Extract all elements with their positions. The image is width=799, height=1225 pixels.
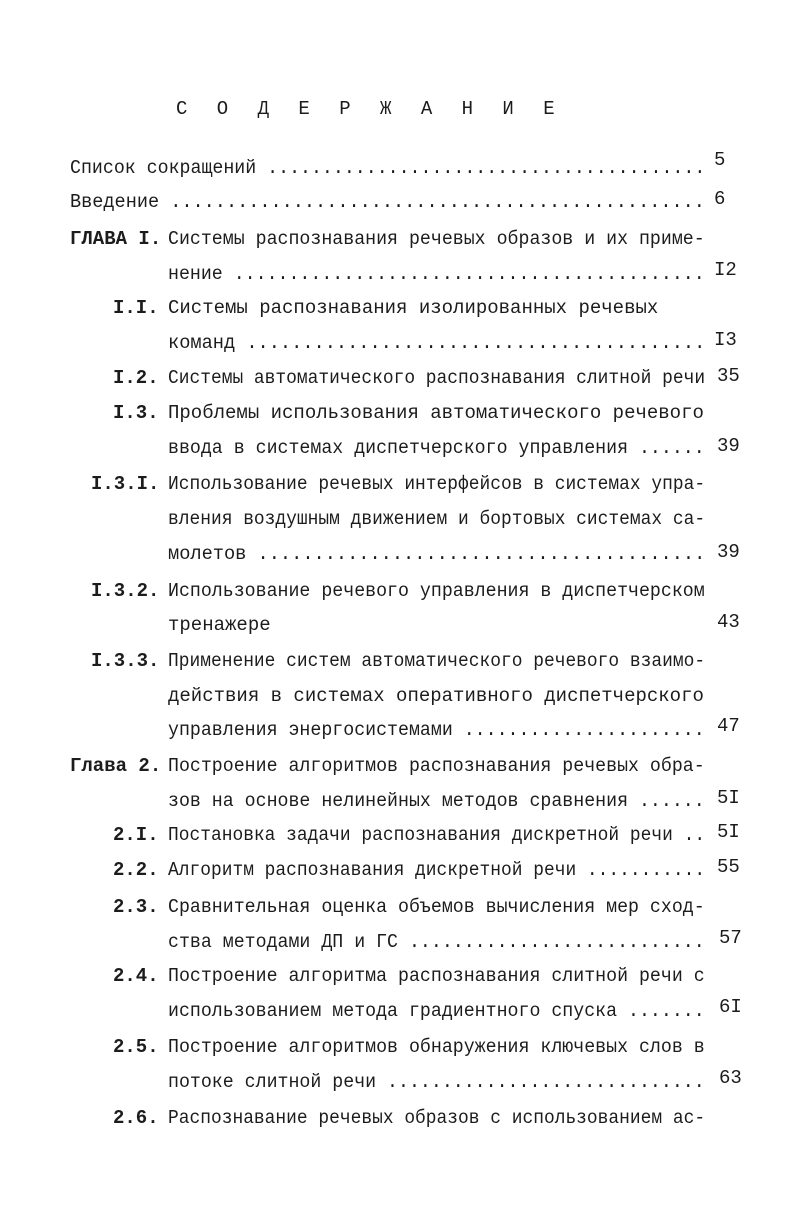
toc-page-number: 43: [717, 611, 740, 633]
toc-entry-number: I.I.: [113, 297, 159, 319]
toc-entry-text: Использование речевого управления в диспетчерском: [168, 580, 705, 602]
toc-entry-number: 2.3.: [113, 896, 159, 918]
toc-entry-number: 2.2.: [113, 859, 159, 881]
page-title: С О Д Е Р Ж А Н И Е: [176, 98, 564, 120]
toc-entry-text: команд .........................................: [168, 332, 706, 354]
toc-entry-text: действия в системах оперативного диспетчерского: [168, 685, 704, 707]
toc-entry-number: I.3.: [113, 402, 159, 424]
toc-entry-text: тренажере: [168, 614, 271, 636]
toc-entry-number: Глава 2.: [70, 755, 162, 777]
toc-entry-text: Системы автоматического распознавания слитной речи: [168, 367, 706, 389]
toc-entry-text: ства методами ДП и ГС ...........................: [168, 931, 705, 953]
toc-entry-text: Использование речевых интерфейсов в системах упра-: [168, 473, 706, 495]
toc-page-number: I3: [714, 329, 737, 351]
toc-entry-text: управления энергосистемами ......................: [168, 719, 705, 741]
toc-page-number: 5: [714, 149, 726, 171]
toc-entry-text: Распознавание речевых образов с использованием ас-: [168, 1107, 706, 1129]
toc-page-number: 6I: [719, 996, 742, 1018]
toc-page-number: 63: [719, 1067, 742, 1089]
toc-entry-text: Системы распознавания речевых образов и их приме-: [168, 228, 705, 250]
toc-page-number: 39: [717, 541, 740, 563]
toc-entry-number: 2.4.: [113, 965, 159, 987]
toc-page-number: 35: [717, 365, 740, 387]
toc-entry-text: Проблемы использования автоматического речевого: [168, 402, 704, 424]
toc-entry-text: Введение ................................................: [70, 191, 705, 213]
toc-entry-number: 2.I.: [113, 824, 159, 846]
toc-entry-text: Применение систем автоматического речевого взаимо-: [168, 650, 706, 672]
toc-entry-text: Построение алгоритмов обнаружения ключевых слов в: [168, 1036, 705, 1058]
toc-entry-number: I.3.I.: [91, 473, 160, 495]
toc-entry-number: ГЛАВА I.: [70, 228, 162, 250]
toc-entry-text: молетов ........................................: [168, 543, 706, 565]
toc-page-number: 39: [717, 435, 740, 457]
toc-page-number: I2: [714, 259, 737, 281]
toc-entry-number: I.2.: [113, 367, 159, 389]
toc-page-number: 57: [719, 927, 742, 949]
toc-entry-text: Сравнительная оценка объемов вычисления мер сход-: [168, 896, 705, 918]
toc-entry-text: использованием метода градиентного спуска .......: [168, 1000, 705, 1022]
toc-entry-text: нение ...........................................: [168, 263, 705, 285]
toc-entry-number: I.3.2.: [91, 580, 160, 602]
toc-entry-text: Алгоритм распознавания дискретной речи ...........: [168, 859, 706, 881]
toc-entry-text: зов на основе нелинейных методов сравнения ......: [168, 790, 705, 812]
toc-page-number: 5I: [717, 821, 740, 843]
toc-entry-text: Построение алгоритмов распознавания речевых обра-: [168, 755, 705, 777]
toc-entry-text: Построение алгоритма распознавания слитной речи с: [168, 965, 705, 987]
toc-entry-text: Постановка задачи распознавания дискретной речи ..: [168, 824, 706, 846]
toc-page-number: 5I: [717, 787, 740, 809]
toc-page-number: 6: [714, 188, 726, 210]
toc-entry-text: Список сокращений ........................................: [70, 157, 706, 179]
toc-entry-text: ввода в системах диспетчерского управления ......: [168, 437, 705, 459]
toc-entry-text: потоке слитной речи .............................: [168, 1071, 705, 1093]
toc-entry-number: I.3.3.: [91, 650, 160, 672]
toc-entry-number: 2.6.: [113, 1107, 159, 1129]
toc-entry-text: вления воздушным движением и бортовых системах са-: [168, 508, 706, 530]
toc-entry-number: 2.5.: [113, 1036, 159, 1058]
toc-entry-text: Системы распознавания изолированных речевых: [168, 297, 659, 319]
toc-page-number: 47: [717, 715, 740, 737]
toc-page-number: 55: [717, 856, 740, 878]
